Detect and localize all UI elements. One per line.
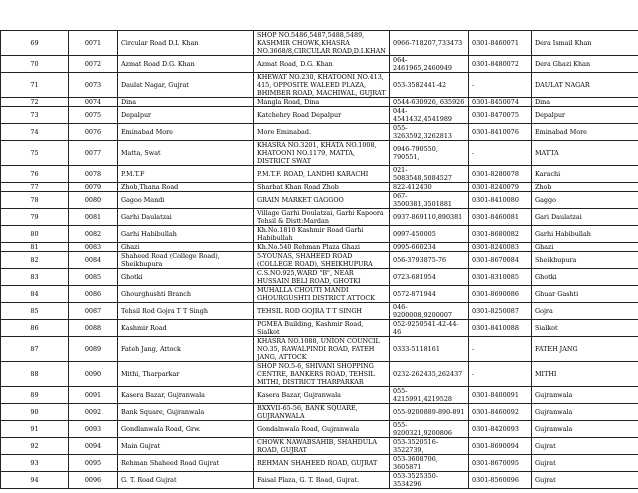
cell-address: 5-YOUNAS, SHAHEED ROAD (COLLEGE ROAD), SHEIKHUPURA — [254, 252, 390, 269]
table-row — [1, 107, 638, 124]
cell-branch-code: 0077 — [69, 141, 118, 166]
table-row — [1, 166, 638, 183]
cell-branch-code: 0080 — [69, 192, 118, 209]
cell-address: KHEWAT NO.230, KHATOONI NO.413, 415, OPPOSITE WALEED PLAZA, BHIMBER ROAD, MACHIWAL, GUJRAT — [254, 73, 390, 98]
cell-phone: 0937-869110,890381 — [390, 209, 469, 226]
cell-phone: 053-3520516-3522739, — [390, 438, 469, 455]
branch-list-table — [0, 30, 638, 489]
cell-branch-name: Gondlanwala Road, Grw. — [118, 421, 254, 438]
cell-branch-name: Matta, Swat — [118, 141, 254, 166]
cell-uan: 0301-8240079 — [469, 183, 532, 192]
cell-serial-number: 84 — [1, 286, 69, 303]
cell-branch-code: 0090 — [69, 362, 118, 387]
cell-serial-number: 87 — [1, 337, 69, 362]
cell-serial-number: 91 — [1, 421, 69, 438]
cell-branch-name: Bank Square, Gujranwala — [118, 404, 254, 421]
cell-phone: 0544-630926, 635926 — [390, 98, 469, 107]
cell-branch-name: Ghotki — [118, 269, 254, 286]
cell-serial-number: 80 — [1, 226, 69, 243]
cell-branch-code: 0086 — [69, 286, 118, 303]
cell-city: Ghuar Gashti — [532, 286, 638, 303]
cell-address: Kasera Bazar, Gujranwala — [254, 387, 390, 404]
cell-serial-number: 86 — [1, 320, 69, 337]
table-body — [1, 31, 638, 489]
cell-address: Sharbat Khan Road Zhob — [254, 183, 390, 192]
cell-phone: 064-2461965,2460949 — [390, 56, 469, 73]
cell-phone: 052-9250541-42-44-46 — [390, 320, 469, 337]
cell-uan: 0301-8410080 — [469, 192, 532, 209]
cell-phone: 0966-718207,733473 — [390, 31, 469, 56]
cell-branch-code: 0093 — [69, 421, 118, 438]
cell-phone: 0572-871944 — [390, 286, 469, 303]
cell-branch-code: 0089 — [69, 337, 118, 362]
cell-phone: 055-9200321,9200806 — [390, 421, 469, 438]
cell-phone: 0995-660234 — [390, 243, 469, 252]
cell-branch-name: Main Gujrat — [118, 438, 254, 455]
cell-address: KHASRA NO.3201, KHATA NO.1008, KHATOONI NO.1179, MATTA, DISTRICT SWAT — [254, 141, 390, 166]
cell-address: Kh.No.1810 Kashmir Road Garhi Habibullah — [254, 226, 390, 243]
table-row — [1, 320, 638, 337]
table-row — [1, 472, 638, 489]
cell-serial-number: 82 — [1, 252, 69, 269]
cell-serial-number: 71 — [1, 73, 69, 98]
cell-serial-number: 76 — [1, 166, 69, 183]
table-row — [1, 98, 638, 107]
cell-branch-code: 0073 — [69, 73, 118, 98]
cell-phone: 053-3608706, 3605871 — [390, 455, 469, 472]
table-row — [1, 438, 638, 455]
cell-phone: 0723-681954 — [390, 269, 469, 286]
cell-city: Gujrat — [532, 472, 638, 489]
cell-branch-code: 0072 — [69, 56, 118, 73]
cell-branch-code: 0092 — [69, 404, 118, 421]
cell-city: Karachi — [532, 166, 638, 183]
table-row — [1, 252, 638, 269]
cell-phone: 046-9200008,9200007 — [390, 303, 469, 320]
cell-branch-name: Garhi Daulatzai — [118, 209, 254, 226]
cell-phone: 021-5083548,5084527 — [390, 166, 469, 183]
cell-address: Gondalnwala Road, Gujranwala — [254, 421, 390, 438]
cell-serial-number: 83 — [1, 269, 69, 286]
table-row — [1, 404, 638, 421]
cell-address: REHMAN SHAHEED ROAD, GUJRAT — [254, 455, 390, 472]
cell-serial-number: 75 — [1, 141, 69, 166]
cell-branch-name: Azmat Road D.G. Khan — [118, 56, 254, 73]
cell-uan: 0301-8280078 — [469, 166, 532, 183]
cell-phone: 0333-5118161 — [390, 337, 469, 362]
cell-address: C.S.NO.925,WARD "B", NEAR HUSSAIN BELI ROAD, GHOTKI — [254, 269, 390, 286]
cell-phone: 0997-450005 — [390, 226, 469, 243]
cell-address: GRAIN MARKET GAGGOO — [254, 192, 390, 209]
cell-city: Sheikhupura — [532, 252, 638, 269]
cell-city: Dera Ismail Khan — [532, 31, 638, 56]
cell-uan: 0301-8680082 — [469, 226, 532, 243]
cell-branch-code: 0087 — [69, 303, 118, 320]
cell-uan: 0301-8410088 — [469, 320, 532, 337]
cell-branch-code: 0075 — [69, 107, 118, 124]
cell-branch-code: 0081 — [69, 209, 118, 226]
cell-serial-number: 93 — [1, 455, 69, 472]
table-row — [1, 303, 638, 320]
cell-serial-number: 88 — [1, 362, 69, 387]
cell-branch-name: Rehman Shaheed Road Gujrat — [118, 455, 254, 472]
cell-uan: 0301-8690094 — [469, 438, 532, 455]
cell-serial-number: 81 — [1, 243, 69, 252]
table-row — [1, 387, 638, 404]
cell-uan: - — [469, 362, 532, 387]
cell-city: Gojra — [532, 303, 638, 320]
cell-phone: 822-412430 — [390, 183, 469, 192]
cell-city: Gaggo — [532, 192, 638, 209]
cell-phone: 055-3263592,3262813 — [390, 124, 469, 141]
cell-branch-name: Ghazi — [118, 243, 254, 252]
cell-branch-name: G. T. Road Gujrat — [118, 472, 254, 489]
cell-phone: 0232-262435,262437 — [390, 362, 469, 387]
cell-city: Ghazi — [532, 243, 638, 252]
cell-serial-number: 79 — [1, 209, 69, 226]
table-row — [1, 337, 638, 362]
cell-branch-code: 0085 — [69, 269, 118, 286]
cell-city: Eminabad More — [532, 124, 638, 141]
cell-serial-number: 70 — [1, 56, 69, 73]
cell-city: MITHI — [532, 362, 638, 387]
cell-branch-name: Ghourghushti Branch — [118, 286, 254, 303]
cell-uan: 0301-8400091 — [469, 387, 532, 404]
cell-address: CHOWK NAWABSAHIB, SHAHDULA ROAD, GUJRAT — [254, 438, 390, 455]
cell-branch-code: 0096 — [69, 472, 118, 489]
cell-phone: 055-9200889-890-891 — [390, 404, 469, 421]
cell-uan: 0301-8450074 — [469, 98, 532, 107]
cell-branch-code: 0078 — [69, 166, 118, 183]
cell-address: Azmat Road, D.G. Khan — [254, 56, 390, 73]
cell-address: Katchehry Road Depalpur — [254, 107, 390, 124]
cell-city: Dina — [532, 98, 638, 107]
cell-branch-name: Mithi, Tharparkar — [118, 362, 254, 387]
cell-city: Zhob — [532, 183, 638, 192]
cell-address: Mangla Road, Dina — [254, 98, 390, 107]
cell-phone: 055-4215991,4219528 — [390, 387, 469, 404]
table-row — [1, 31, 638, 56]
cell-branch-name: Eminabad More — [118, 124, 254, 141]
cell-city: Gujranwala — [532, 404, 638, 421]
cell-branch-code: 0074 — [69, 98, 118, 107]
cell-uan: 0301-8690086 — [469, 286, 532, 303]
cell-branch-name: Garhi Habibullah — [118, 226, 254, 243]
cell-branch-name: Fateh Jang, Attock — [118, 337, 254, 362]
cell-address: PGMEA Building, Kashmir Road, Sialkot — [254, 320, 390, 337]
cell-serial-number: 85 — [1, 303, 69, 320]
table-row — [1, 73, 638, 98]
cell-uan: 0301-8460071 — [469, 31, 532, 56]
cell-address: Village Garhi Doulatzai, Garhi Kapoora Tehsil & Distt:Mardan — [254, 209, 390, 226]
cell-city: Sialkot — [532, 320, 638, 337]
cell-serial-number: 90 — [1, 404, 69, 421]
cell-serial-number: 78 — [1, 192, 69, 209]
table-row — [1, 455, 638, 472]
cell-uan: - — [469, 337, 532, 362]
cell-branch-name: Zhob,Thana Road — [118, 183, 254, 192]
cell-branch-code: 0091 — [69, 387, 118, 404]
cell-serial-number: 74 — [1, 124, 69, 141]
cell-city: MATTA — [532, 141, 638, 166]
cell-uan: 0301-8410076 — [469, 124, 532, 141]
cell-uan: 0301-8670084 — [469, 252, 532, 269]
cell-branch-name: Daulat Nagar, Gujrat — [118, 73, 254, 98]
cell-serial-number: 92 — [1, 438, 69, 455]
cell-address: Kh.No.540 Rehman Plaza Ghazi — [254, 243, 390, 252]
cell-city: Garhi Habibullah — [532, 226, 638, 243]
cell-branch-name: Circular Road D.I. Khan — [118, 31, 254, 56]
cell-branch-name: Tehsil Rod Gojra T T Singh — [118, 303, 254, 320]
cell-phone: 056-3793875-76 — [390, 252, 469, 269]
cell-address: BXXVII-65-56, BANK SQUARE, GUJRANWALA — [254, 404, 390, 421]
table-row — [1, 141, 638, 166]
cell-serial-number: 77 — [1, 183, 69, 192]
cell-city: Gujrat — [532, 438, 638, 455]
cell-uan: 0301-8250087 — [469, 303, 532, 320]
table-row — [1, 269, 638, 286]
cell-city: Depalpur — [532, 107, 638, 124]
table-row — [1, 286, 638, 303]
table-row — [1, 56, 638, 73]
cell-uan: 0301-8420093 — [469, 421, 532, 438]
cell-city: Dera Ghazi Khan — [532, 56, 638, 73]
cell-address: P.M.T.F. ROAD, LANDHI KARACHI — [254, 166, 390, 183]
table-row — [1, 226, 638, 243]
cell-uan: 0301-8460081 — [469, 209, 532, 226]
table-row — [1, 183, 638, 192]
cell-uan: - — [469, 141, 532, 166]
cell-branch-code: 0088 — [69, 320, 118, 337]
cell-serial-number: 72 — [1, 98, 69, 107]
cell-branch-code: 0094 — [69, 438, 118, 455]
cell-city: FATEH JANG — [532, 337, 638, 362]
cell-address: SHOP NO.5486,5487,5488,5489, KASHMIR CHOWK,KHASRA NO.3668/8,CIRCULAR ROAD,D.I.KHAN — [254, 31, 390, 56]
cell-branch-code: 0082 — [69, 226, 118, 243]
cell-uan: 0301-8470075 — [469, 107, 532, 124]
cell-uan: 0301-8460092 — [469, 404, 532, 421]
cell-phone: 053-3525350-3534296 — [390, 472, 469, 489]
cell-phone: 053-3582441-42 — [390, 73, 469, 98]
cell-branch-name: Gagoo Mandi — [118, 192, 254, 209]
cell-branch-code: 0079 — [69, 183, 118, 192]
table-row — [1, 421, 638, 438]
cell-uan: 0301-8480072 — [469, 56, 532, 73]
cell-address: MUHALLA CHOUTI MANDI GHOURGUSHTI DISTRICT ATTOCK — [254, 286, 390, 303]
cell-serial-number: 69 — [1, 31, 69, 56]
cell-address: SHOP NO.5-6, SHIVANI SHOPPING CENTRE, BANKERS ROAD, TEHSIL MITHI, DISTRICT THARPARKAR — [254, 362, 390, 387]
cell-address: TEHSIL ROD GOJRA T T SINGH — [254, 303, 390, 320]
cell-phone: 067-3500381,3501881 — [390, 192, 469, 209]
cell-address: KHASRA NO.1088, UNION COUNCIL NO.35, RAWALPINDI ROAD, FATEH JANG, ATTOCK — [254, 337, 390, 362]
cell-branch-name: Kasera Bazar, Gujranwala — [118, 387, 254, 404]
table-row — [1, 192, 638, 209]
table-row — [1, 362, 638, 387]
cell-uan: 0301-8670095 — [469, 455, 532, 472]
cell-city: Gujrat — [532, 455, 638, 472]
cell-uan: 0301-8310085 — [469, 269, 532, 286]
table-row — [1, 209, 638, 226]
cell-uan: 0301-8240083 — [469, 243, 532, 252]
cell-branch-name: Kashmir Road — [118, 320, 254, 337]
cell-city: Gujranwala — [532, 421, 638, 438]
cell-serial-number: 94 — [1, 472, 69, 489]
cell-branch-code: 0095 — [69, 455, 118, 472]
cell-branch-code: 0083 — [69, 243, 118, 252]
cell-serial-number: 89 — [1, 387, 69, 404]
cell-branch-name: Dina — [118, 98, 254, 107]
cell-uan: - — [469, 73, 532, 98]
cell-phone: 044-4541432,4541989 — [390, 107, 469, 124]
cell-branch-name: Depalpur — [118, 107, 254, 124]
cell-phone: 0946-790550, 790551, — [390, 141, 469, 166]
cell-branch-code: 0084 — [69, 252, 118, 269]
cell-city: Gujranwala — [532, 387, 638, 404]
cell-address: More Eminabad. — [254, 124, 390, 141]
cell-uan: 0301-8560096 — [469, 472, 532, 489]
table-row — [1, 124, 638, 141]
cell-branch-name: P.M.T.F — [118, 166, 254, 183]
cell-branch-name: Shaheed Road (College Road), Sheikhupura — [118, 252, 254, 269]
cell-city: Ghotki — [532, 269, 638, 286]
cell-address: Faisal Plaza, G. T. Road, Gujrat. — [254, 472, 390, 489]
cell-city: Gari Daulatzai — [532, 209, 638, 226]
cell-branch-code: 0071 — [69, 31, 118, 56]
cell-branch-code: 0076 — [69, 124, 118, 141]
table-row — [1, 243, 638, 252]
cell-serial-number: 73 — [1, 107, 69, 124]
cell-city: DAULAT NAGAR — [532, 73, 638, 98]
